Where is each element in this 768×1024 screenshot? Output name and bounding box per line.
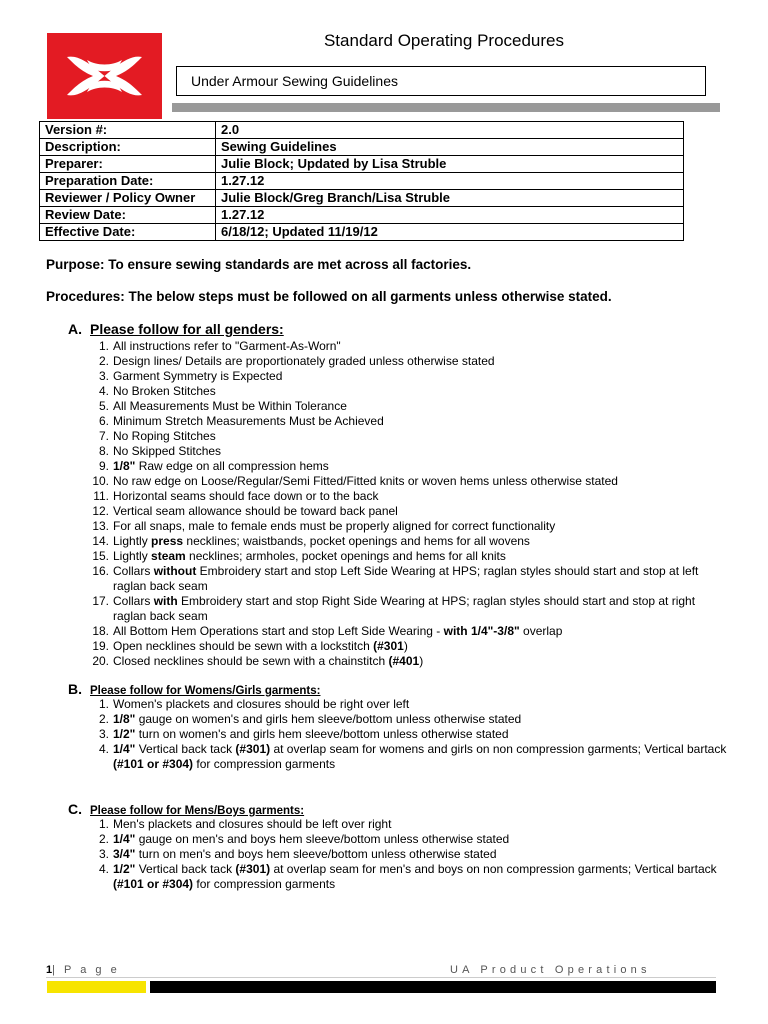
text-segment: No raw edge on Loose/Regular/Semi Fitted/Fitted knits or woven hems unless otherwise stated [113, 474, 618, 488]
meta-label: Effective Date: [40, 224, 216, 241]
section-letter: A. [68, 321, 82, 337]
text-segment: Closed necklines should be sewn with a chainstitch [113, 654, 389, 668]
emphasis-text: (#301) [235, 742, 271, 756]
list-item-text [113, 399, 347, 413]
list-item-number: 8. [98, 444, 109, 458]
text-segment: Horizontal seams should face down or to the back [113, 489, 379, 503]
text-segment: for compression garments [193, 757, 336, 771]
footer-divider [46, 977, 716, 978]
list-item-number: 3. [98, 847, 109, 861]
list-item-number: 1. [98, 817, 109, 831]
text-segment: gauge on women's and girls hem sleeve/bottom unless otherwise stated [135, 712, 522, 726]
list-item-text [113, 697, 409, 711]
emphasis-text: with 1/4"-3/8" [443, 624, 520, 638]
list-item [89, 727, 729, 742]
meta-label: Description: [40, 139, 216, 156]
list-item-number: 4. [98, 862, 109, 876]
emphasis-text: (#101 or #304) [113, 877, 194, 891]
list-item [89, 369, 729, 384]
emphasis-text: without [153, 564, 197, 578]
procedures-statement: Procedures: The below steps must be followed on all garments unless otherwise stated. [46, 289, 612, 304]
list-item [89, 354, 729, 369]
list-item-text [113, 489, 378, 503]
text-segment: Design lines/ Details are proportionately graded unless otherwise stated [113, 354, 495, 368]
text-segment: Embroidery start and stop Right Side Wearing at HPS; raglan styles should start and stop at right raglan back seam [113, 594, 696, 623]
text-segment: Minimum Stretch Measurements Must be Achieved [113, 414, 384, 428]
list-item [89, 399, 729, 414]
under-armour-logo-icon [47, 33, 162, 119]
emphasis-text: press [151, 534, 184, 548]
list-item-number: 9. [98, 459, 109, 473]
section-title: Please follow for Mens/Boys garments: [90, 805, 305, 817]
list-item [89, 639, 729, 654]
text-segment: turn on women's and girls hem sleeve/bottom unless otherwise stated [135, 727, 509, 741]
list-item-text [113, 712, 521, 726]
emphasis-text: steam [151, 549, 186, 563]
page-number-value: 1 [46, 964, 53, 976]
emphasis-text: 1/4" [113, 742, 136, 756]
list-item-text [113, 624, 562, 638]
text-segment: for compression garments [193, 877, 336, 891]
list-item-number: 17. [92, 594, 109, 608]
list-item-text [113, 639, 408, 653]
document-meta-table [39, 121, 684, 241]
text-segment: For all snaps, male to female ends must be properly aligned for correct functionality [113, 519, 556, 533]
section-title: Please follow for all genders: [90, 321, 284, 337]
list-item-number: 2. [98, 712, 109, 726]
section-list [89, 817, 729, 892]
list-item-text [113, 519, 555, 533]
list-item-number: 2. [98, 832, 109, 846]
list-item-text [113, 817, 391, 831]
list-item-text [113, 429, 216, 443]
list-item [89, 459, 729, 474]
list-item-number: 5. [98, 399, 109, 413]
text-segment: necklines; waistbands, pocket openings and hems for all wovens [183, 534, 530, 548]
emphasis-text: (#401 [388, 654, 420, 668]
list-item-text [113, 832, 509, 846]
list-item [89, 847, 729, 862]
text-segment: ) [403, 639, 408, 653]
list-item [89, 474, 729, 489]
page-number [46, 964, 120, 976]
list-item-number: 20. [92, 654, 109, 668]
list-item-text [113, 369, 282, 383]
text-segment: All instructions refer to "Garment-As-Worn" [113, 339, 341, 353]
list-item-text [113, 594, 695, 623]
list-item [89, 519, 729, 534]
header-divider-bar [172, 103, 720, 112]
list-item-text [113, 414, 384, 428]
text-segment: No Roping Stitches [113, 429, 216, 443]
text-segment: Vertical back tack [135, 862, 236, 876]
list-item [89, 489, 729, 504]
meta-label: Version #: [40, 122, 216, 139]
list-item [89, 594, 729, 624]
meta-label: Review Date: [40, 207, 216, 224]
emphasis-text: 1/8" [113, 459, 136, 473]
list-item-number: 14. [92, 534, 109, 548]
text-segment: gauge on men's and boys hem sleeve/bottom unless otherwise stated [135, 832, 510, 846]
text-segment: Vertical back tack [135, 742, 236, 756]
text-segment: Men's plackets and closures should be left over right [113, 817, 392, 831]
list-item-text [113, 474, 618, 488]
list-item-text [113, 742, 726, 771]
list-item [89, 564, 729, 594]
text-segment: Open necklines should be sewn with a lockstitch [113, 639, 374, 653]
section-title: Please follow for Womens/Girls garments: [90, 685, 321, 697]
list-item-text [113, 444, 221, 458]
footer-yellow-bar [47, 981, 146, 993]
list-item-number: 4. [98, 742, 109, 756]
list-item [89, 832, 729, 847]
text-segment: at overlap seam for womens and girls on non compression garments; Vertical bartack [270, 742, 727, 756]
list-item-number: 13. [92, 519, 109, 533]
section-letter: B. [68, 681, 82, 697]
list-item [89, 712, 729, 727]
emphasis-text: with [153, 594, 178, 608]
text-segment: Raw edge on all compression hems [135, 459, 329, 473]
meta-label: Preparer: [40, 156, 216, 173]
emphasis-text: 1/8" [113, 712, 136, 726]
text-segment: Vertical seam allowance should be toward back panel [113, 504, 398, 518]
text-segment: Embroidery start and stop Left Side Wearing at HPS; raglan styles should start and stop at left raglan back seam [113, 564, 699, 593]
list-item [89, 654, 729, 669]
list-item-number: 6. [98, 414, 109, 428]
purpose-statement: Purpose: To ensure sewing standards are met across all factories. [46, 257, 472, 272]
meta-row [40, 173, 684, 190]
list-item-number: 4. [98, 384, 109, 398]
text-segment: All Bottom Hem Operations start and stop Left Side Wearing - [113, 624, 444, 638]
text-segment: Lightly [113, 549, 152, 563]
list-item [89, 742, 729, 772]
list-item-number: 18. [92, 624, 109, 638]
list-item [89, 504, 729, 519]
text-segment: Garment Symmetry is Expected [113, 369, 283, 383]
list-item-number: 16. [92, 564, 109, 578]
document-subtitle: Under Armour Sewing Guidelines [191, 73, 398, 89]
meta-value: Sewing Guidelines [216, 139, 684, 156]
list-item [89, 862, 729, 892]
list-item-number: 11. [93, 489, 109, 503]
emphasis-text: 1/2" [113, 727, 136, 741]
list-item [89, 444, 729, 459]
text-segment: overlap [519, 624, 563, 638]
list-item [89, 697, 729, 712]
emphasis-text: (#301) [235, 862, 271, 876]
list-item [89, 339, 729, 354]
list-item-text [113, 847, 497, 861]
document-title: Standard Operating Procedures [323, 31, 565, 50]
list-item [89, 817, 729, 832]
list-item [89, 624, 729, 639]
list-item-number: 19. [92, 639, 109, 653]
meta-row [40, 190, 684, 207]
list-item-text [113, 727, 509, 741]
list-item-number: 3. [98, 727, 109, 741]
list-item-text [113, 549, 506, 563]
meta-value: 1.27.12 [216, 207, 684, 224]
meta-row [40, 207, 684, 224]
text-segment: turn on men's and boys hem sleeve/bottom unless otherwise stated [135, 847, 497, 861]
meta-row [40, 139, 684, 156]
section-list [89, 339, 729, 669]
list-item-text [113, 564, 698, 593]
footer-department: UA Product Operations [450, 964, 651, 976]
text-segment: No Broken Stitches [113, 384, 216, 398]
text-segment: ) [419, 654, 424, 668]
meta-row [40, 156, 684, 173]
list-item-text [113, 862, 717, 891]
list-item [89, 429, 729, 444]
text-segment: Collars [113, 594, 154, 608]
emphasis-text: (#301 [373, 639, 404, 653]
list-item [89, 384, 729, 399]
list-item-text [113, 504, 398, 518]
list-item [89, 534, 729, 549]
list-item-number: 1. [98, 339, 109, 353]
meta-label: Preparation Date: [40, 173, 216, 190]
page-label: | P a g e [52, 964, 120, 976]
document-subtitle-box [176, 66, 706, 96]
list-item-number: 1. [98, 697, 109, 711]
emphasis-text: (#101 or #304) [113, 757, 194, 771]
emphasis-text: 3/4" [113, 847, 136, 861]
meta-value: Julie Block/Greg Branch/Lisa Struble [216, 190, 684, 207]
list-item-text [113, 384, 216, 398]
section-heading [68, 321, 284, 339]
list-item-number: 10. [92, 474, 109, 488]
list-item-text [113, 339, 341, 353]
text-segment: at overlap seam for men's and boys on non compression garments; Vertical bartack [270, 862, 717, 876]
list-item-text [113, 354, 495, 368]
section-letter: C. [68, 801, 82, 817]
list-item-number: 3. [98, 369, 109, 383]
text-segment: Collars [113, 564, 154, 578]
list-item-text [113, 459, 329, 473]
meta-value: 1.27.12 [216, 173, 684, 190]
text-segment: Lightly [113, 534, 152, 548]
meta-row [40, 224, 684, 241]
text-segment: All Measurements Must be Within Tolerance [113, 399, 347, 413]
text-segment: necklines; armholes, pocket openings and hems for all knits [185, 549, 506, 563]
text-segment: Women's plackets and closures should be right over left [113, 697, 410, 711]
meta-value: 2.0 [216, 122, 684, 139]
footer-black-bar [150, 981, 716, 993]
meta-label: Reviewer / Policy Owner [40, 190, 216, 207]
meta-value: Julie Block; Updated by Lisa Struble [216, 156, 684, 173]
emphasis-text: 1/4" [113, 832, 136, 846]
list-item-text [113, 654, 423, 668]
list-item-number: 15. [92, 549, 109, 563]
section-list [89, 697, 729, 772]
list-item-number: 12. [92, 504, 109, 518]
list-item-number: 2. [98, 354, 109, 368]
list-item-text [113, 534, 530, 548]
meta-row [40, 122, 684, 139]
list-item-number: 7. [98, 429, 109, 443]
text-segment: No Skipped Stitches [113, 444, 222, 458]
list-item [89, 549, 729, 564]
meta-value: 6/18/12; Updated 11/19/12 [216, 224, 684, 241]
list-item [89, 414, 729, 429]
emphasis-text: 1/2" [113, 862, 136, 876]
